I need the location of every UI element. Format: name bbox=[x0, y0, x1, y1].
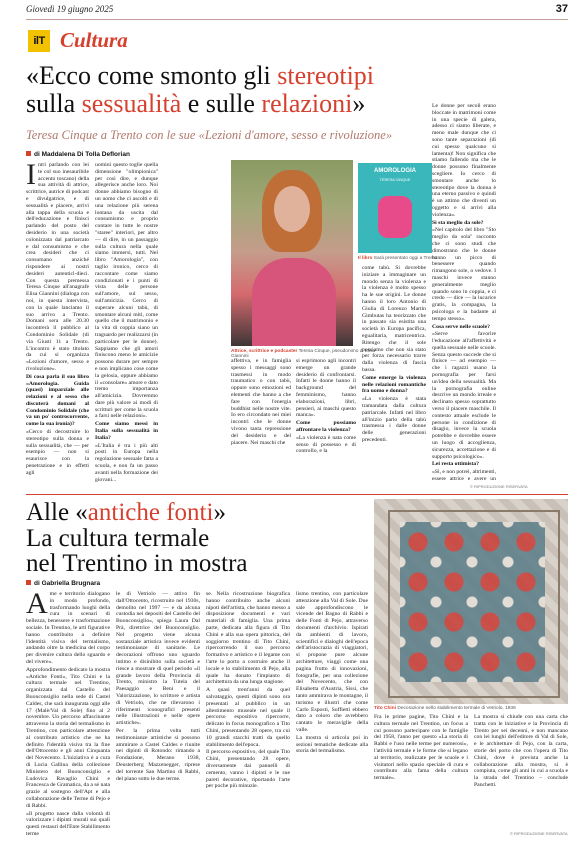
article-divider bbox=[26, 494, 568, 495]
headline-text: » bbox=[352, 89, 366, 118]
question-text: Come possiamo affrontare la violenza? bbox=[296, 420, 356, 433]
interview-question bbox=[362, 375, 426, 395]
copyright-note: © RIPRODUZIONE RISERVATA bbox=[510, 831, 568, 836]
paragraph: me e territorio dialogano in modo profondo, trasformando luoghi della cura in scenari di bellezza, benessere e trasformazione sociale. In Trentino, le arti figurative hanno contribuito a definire l'identità visiva del termalismo, andando oltre la medicina del corpo per divenire cultura dello sguardo e del vivere». bbox=[26, 591, 110, 665]
article2-photo-caption bbox=[374, 706, 568, 711]
byline-marker bbox=[26, 580, 31, 585]
article1-byline bbox=[26, 151, 130, 158]
paragraph: «L'Italia è tra i più alti posti in Europa nella regolazione sessuale fatta a scuola, e non fa un passo avanti nella formazione dei giovani... bbox=[95, 442, 158, 483]
headline-line-2: La cultura termale bbox=[26, 524, 210, 552]
paragraph: Il percorso espositivo, del quale Tito Chini, presentando 28 opere, diversamente dai pannelli di cemento, vanno i dipinti e le sue pareti decorative, riportando l'arte per poche più minuzie. bbox=[206, 749, 290, 790]
paragraph: lismo trentino, con particolare attenzione alla Val di Sole. Due sale approfondiscono le vicende del Bagno di Rabbi e delle Fonti di Pejo, attraverso documenti d'archivio. Ispirati da ambienti di lavoro, scientifici e dialoghi dell'epoca dell'aristocrazia di viaggiatori, si propone pure alcune architetture, viaggi come una pagina frutto di innovazioni, fotografie, per una collezione del Novecento, che con Elisabetta d'Austria, Sissi, che tanto ammirava le montagne, il turismo e illustri che come Carlo Esposti, Soffietti ebbero dato a coloro che avrebbero cantato le meraviglie della valle. bbox=[296, 591, 368, 733]
headline-highlight: sessualità bbox=[81, 89, 182, 118]
issue-date: Giovedì 19 giugno 2025 bbox=[26, 4, 114, 14]
article1-headline bbox=[26, 62, 426, 118]
question-text: Si sta meglio da sole? bbox=[432, 219, 484, 226]
header-divider bbox=[26, 19, 568, 20]
byline-marker bbox=[26, 151, 31, 156]
question-text: Come siamo messi in Italia sulla sessualità in Italia? bbox=[95, 421, 158, 441]
paragraph: La mostra si chiude con una carta che tratta con le iniziative e la Provincia di Trento per sei decenni, e non mancano con lei lunghi dell'editore di Val di Sole, e le architetture di Pejo, con la carta, storie dei porto che con l'opera di Tito Chini, dove è prevista anche la collaborazione alla mostra, si è compiuta, come gli anni in cui a scuola e la strada del Trentino – conclude Panchetti. bbox=[474, 714, 568, 788]
paragraph: «Sì, e non potrei, altrimenti, essere attrice e avere un bbox=[432, 469, 496, 481]
article2-column-2 bbox=[116, 591, 200, 836]
portrait-shirt bbox=[252, 258, 336, 346]
paragraph: Approfondimento dedicato la mostra «Antiche Fonti», Tito Chini e la cultura termale nel Trentino, organizzata dal Castello del Buonconsiglio nella sede di Castel Caldes, che sarà inaugurata oggi alle 17 (Malè/Val di Sole) fino al 2 novembre. Un percorso affascinante attraverso la storia del termalismo in Trentino, con particolare attenzione al contributo artistico che ne ha definito l'identità visiva tra la fine dell'Ottocento e gli anni Cinquanta del Novecento. L'iniziativa è a cura di Lucia Gallina della collezione Ministero del Buonconsiglio e Ludovica Ravaglio Chini e Francesca de Gramatica, da a sé nata grazie al sostegno dell'Apt e alla collaborazione delle Terme di Pejo e di Rabbi. bbox=[26, 666, 110, 809]
article2-byline bbox=[26, 580, 100, 587]
interview-question bbox=[432, 220, 496, 227]
book-title: AMOROLOGIA bbox=[374, 168, 416, 174]
headline-text: Alle « bbox=[26, 499, 88, 526]
article2-column-1 bbox=[26, 591, 110, 836]
paragraph: «Serve favorire l'educazione all'affettività e quella sessuale nelle scuole. Senza questo succede che si finisce — ad esempio — che i ragazzi usano la pornografia per farsi un'idea della sessualità. Ma la pornografia online descrive un mondo irreale e declinato spesso soprattutto verso il piacere maschile. Il contesto attuale esclude le persone in condizione di disagio, invece la scuola potrebbe e dovrebbe essere un luogo di accoglienza, sicurezza, accettazione e di supporto psicologico». bbox=[432, 331, 496, 460]
paragraph: «Il progetto nasce dalla volontà di valorizzare i dipinti murali sui quali questi restauri dell'Ente Stabilimento terme bbox=[26, 810, 110, 836]
paragraph: Le donne per secoli erano bloccate in matrimoni come in una specie di galera, adesso ci siamo liberate, e meno male dunque che ci sono tante separazioni (di cui spesso qualcuno si lamenta)! Non significa che stiamo fallendo ma che le donne possono finalmente scegliere. Io cerco di smontare anche lo stereotipo dove la donna è una eterno passivo e quindi è un attimo che diventi un oggetto e si arrivi alla violenza». bbox=[432, 103, 496, 218]
interview-question bbox=[296, 420, 356, 434]
headline-line-3: nel Trentino in mostra bbox=[26, 550, 248, 577]
interview-question bbox=[432, 324, 496, 331]
book-illustration bbox=[378, 196, 412, 238]
article1-column-5 bbox=[362, 265, 426, 487]
paragraph: Per la prima volta tutti testimonianze artistiche si possono ammirare a Castel Caldes e riunite nei dipinti di Rotondo: rimando a Fondazione, Merano 1938, Deusterberg Mazzenegger, riprese del torrente San Martino di Rabbi, del piano sotto le due terme. bbox=[116, 727, 200, 782]
question-text: Cosa serve nelle scuole? bbox=[432, 323, 490, 330]
caption-label: Tito Chini bbox=[374, 706, 397, 711]
dropcap: A bbox=[26, 591, 48, 620]
article1-column-6 bbox=[432, 103, 496, 481]
paragraph: «Cerco di decostruire lo stereotipo sulla donna e sulla sessualità, che — per esempio — non si esaurisce con la penetrazione e in effetti agli bbox=[26, 429, 89, 476]
headline-text: «Ecco come smonto gli bbox=[26, 61, 278, 90]
article1-column-4 bbox=[296, 358, 356, 488]
headline-text: e sulle bbox=[181, 89, 262, 118]
article2-headline bbox=[26, 500, 326, 577]
paragraph: A quasi trent'anni da quel salvataggio, questi dipinti sono ora presentati al pubblico in un allestimento museale nel quale il percorso espositivo ripercorre, delicato in focus monografico a Tito Chini, presentando 28 opere, tra cui 10 grandi stacchi tratti da quello stabilimento dell'epoca. bbox=[206, 687, 290, 748]
paragraph: uomini questo toglie quella dimensione "olimpionica" per così dire, e dunque allegerisce anche loro. Noi donne abbiamo bisogno di un uomo che ci ascolti e di una relazione più serena lontana da uscita dal consumismo e proprio contare in tutte le nostre "staree" interiori, per altro — di dire, in un passaggio sulla cultura nella quale siamo immersi, tutti. Nel libro "Amorologia", con taglio ironico, cerco di raccontare come siamo condizionati e i punti di vista delle persone sull'amore, sul sesso, sull'amicizia. Cerco di superare alcuni tabù, di smontare alcuni miti, come quello che il matrimonio e la vita di coppia siano un traguardo per realizzarsi (in particolare per le donne). Sappiamo che gli amori finiscono meno le amicizie possono durare per sempre e non implicano cose come la gelosia, oppure abbiamo il «consolare» amore e dato tremo importanza all'amicizia. Dovremmo dare più valore ai modi di scritturi per come la scuola a farsi nelle relazioni». bbox=[95, 162, 158, 420]
caption-text: Teresa Cinque, pseudonimo di Elisa Giannini bbox=[231, 349, 376, 359]
headline-highlight: stereotipi bbox=[277, 61, 375, 90]
section-title: Cultura bbox=[60, 28, 128, 52]
copyright-note: © RIPRODUZIONE RISERVATA bbox=[470, 484, 528, 489]
question-text: Di cosa parla il suo libro «Amorologia. Guida (quasi) imparziale alle relazioni e al sesso che discuterà domani al Condominio Solidale (che va un po' controcorrente, come la sua ironia)? bbox=[26, 373, 89, 428]
paragraph: «Nel capitolo del libro "Sto meglio da sola" racconto che ci sono studi che dimostrano che le donne hanno un picco di benessere quando rimangono sole, o vedove. I maschi invece stanno generalmente meglio quando sono in coppia, e ci credo — dice — la lucarice gratis, la compagna, la psicologa e la badante al tempo stesso». bbox=[432, 227, 496, 322]
article1-column-2 bbox=[95, 162, 158, 487]
headline-highlight: antiche fonti bbox=[87, 499, 214, 526]
caption-label: Attrice, scrittrice e podcaster bbox=[231, 349, 298, 354]
paragraph: Fra le prime pagine, Tito Chini e la cultura termale nel Trentino, un focus a cui possono partecipare con le famiglie del 1958, l'anno per questo «La storia di Rabbi e l'uso nelle terme per numerosi», l'attività termale e le forme che si legano al territorio, realizzate per le scuole e i visitatori nello spazio speciale di cura e contributo alla fama della cultura termale». bbox=[374, 714, 468, 782]
interview-question bbox=[26, 374, 89, 428]
article2-byline-text: di Gabriella Brugnara bbox=[34, 580, 101, 587]
paragraph: se. Nella ricostruzione biografica hanno contribuito anche alcuni nipoti dell'artista, che hanno messo a disposizione documenti e vari materiali di famiglia. Una prima parte, dedicata alla figura di Tito Chini e alla sua opera pittorica, del soggiorno trentino di Tito Chini, ripercorrendo il suo percorso formativo e artistico e il legame con l'arte lo porto a costruire anche il locale e lo stabilimento di Pejo, alla quale ha donato l'impianto di architettura da una lunga stagione. bbox=[206, 591, 290, 686]
paragraph: «La violenza è nata come senso di possesso e di controllo, e la bbox=[296, 434, 356, 455]
paragraph: ntri parlando con lei te col suo inesauribile accento toscano) della sua attività di attrice, scrittrice, autrice di podcast e divulgatrice, e di sessualità e piacere, arrivi alla tappa della scuola e dell'educazione e finisci parlando del posto del desiderio in una società colonizzata dal patriarcato e dal consumismo e che crea desideri che ci consumano anziché rispondere ai nostri desideri autentici-dieci. Con questa premessa Teresa Cinque all'anagrafe Elisa Giannini (dialoga con noi, in questa intervista, con la quale lanciamo il suo arrivo a Trento. Domani sera alle 20.30 incontrerà il pubblico al Condominio Solidale (di via Giusti 11 a Trento. L'incontro è stato titolato da cui si organizza «Lezioni d'amore, sesso e rivoluzione». bbox=[26, 162, 89, 372]
paragraph: si esprimono agli incontri emerge un grande desiderio di confrontarsi. Infatti le donne hanno il background del femminismo, hanno elaborazioni, libri, pensieri, ai maschi questo manca». bbox=[296, 358, 356, 419]
article2-column-4 bbox=[296, 591, 368, 836]
headline-highlight: relazioni bbox=[261, 89, 353, 118]
article2-column-5 bbox=[374, 714, 568, 828]
caption-label: Il libro bbox=[358, 256, 373, 261]
interview-question bbox=[432, 461, 496, 468]
paragraph: le di Vetriolo — attivo fin dall'Ottocento, ricostruito nel 1930s, demolito nel 1997 — e da alcuna custodia nei depositi del Castello del Buonconsiglio», spiega Laura Dal Prà, direttrice del Buonconsiglio. Nel progetto viene alcuna sostanziale artistica invece evidenti testimonianze di sanitarie. Le decorazioni offrono uno sguardo intimo e disinibito sulla società e riesce a mostrare di quel periodo «il grande lavoro della Provincia di Trento, ministro la Tutela del Paesaggio e Beni e il Valorizzazione, lo scrittore e artista di Vetriolo, che ne rilevarono i riferimenti iconografici presenti nelle illustrazioni e nelle opere artistiche». bbox=[116, 591, 200, 727]
caption-text: Decorazione nello stabilimento termale di Vetriolo, 1936 bbox=[397, 706, 516, 711]
article1-column-1 bbox=[26, 162, 89, 487]
article2-column-3 bbox=[206, 591, 290, 836]
paragraph: affettiva, e in famiglia spesso i messaggi sono trasmessi in modo traumatico o con tabù, oppure sono emozioni ed elementi che hanno a che fare con l'energia buddhist nelle nostre vite. Io ero circondato nei miei incontri che le donne vivono tanta repressione del desiderio e del piacere. Nei maschi che bbox=[231, 358, 291, 446]
interview-question bbox=[95, 421, 158, 441]
article1-column-3 bbox=[231, 358, 291, 488]
question-text: Lei resta ottimista? bbox=[432, 461, 479, 468]
headline-line-1 bbox=[26, 500, 326, 526]
caption-text: Sarà presentato oggi a Trento bbox=[373, 256, 438, 261]
paragraph: «La violenza è stata tramandata dalla cultura patriarcale. Infatti nel libro all'inizio parlo della tabù trasmessa i dalle donne delle generazioni precedenti. bbox=[362, 396, 426, 443]
headline-text: sulla bbox=[26, 89, 82, 118]
headline-text: » bbox=[213, 499, 226, 526]
book-author: TERESA CINQUE bbox=[379, 178, 411, 182]
article1-deck: Teresa Cinque a Trento con le sue «Lezioni d'amore, sesso e rivoluzione» bbox=[26, 128, 393, 142]
dropcap: I bbox=[26, 162, 36, 191]
question-text: Come emerge la violenza nelle relazioni romantiche fra uomo e donna? bbox=[362, 374, 426, 395]
logo-icon: ilT bbox=[28, 30, 50, 52]
article1-byline-text: di Maddalena Di Tolla Deflorian bbox=[34, 151, 130, 158]
paragraph: come tabù. Si dovrebbe iniziare a immaginare un mondo senza la violenza e la violenza è molto spesso ha le sue origini. Le donne hanno il loro Antonio di Giulia di Lorenzo Martin Gimbutas ha teorizzato che in passato sia esistita una società in Europa pacifica, egualitaria, matricentrica. Ritengo che il sole possiamo che non sia stato per forza necessario trarre dalla violenza di fascia bassa. bbox=[362, 265, 426, 373]
portrait-face bbox=[274, 186, 310, 232]
photo-pattern bbox=[400, 522, 545, 682]
paragraph: La mostra si articola poi in sezioni tematiche dedicate alla storia del termalismo. bbox=[296, 734, 368, 755]
page-number: 37 bbox=[555, 3, 568, 15]
book-caption bbox=[358, 256, 438, 261]
